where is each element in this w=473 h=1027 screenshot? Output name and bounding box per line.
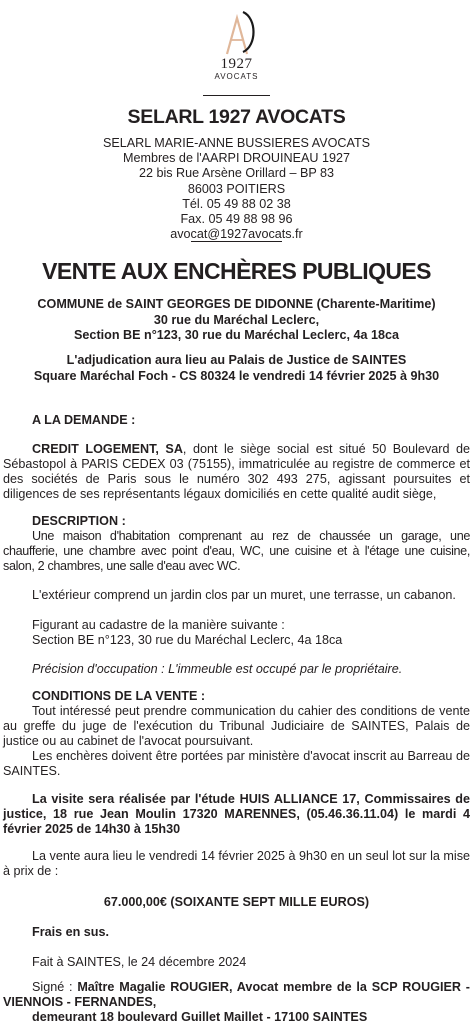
header-divider-bottom <box>191 241 282 242</box>
fees-note: Frais en sus. <box>32 925 109 939</box>
firm-fax: Fax. 05 49 88 98 96 <box>180 212 293 227</box>
exterior-text: L'extérieur comprend un jardin clos par un muret, une terrasse, un cabanon. <box>32 588 456 602</box>
logo-mark-icon <box>217 8 257 56</box>
header-divider-top <box>203 95 270 96</box>
demande-heading: A LA DEMANDE : <box>32 413 136 427</box>
property-location <box>0 297 473 344</box>
visit-text: La visite sera réalisée par l'étude HUIS ALLIANCE 17, Commissaires de justice, 18 rue Jean Moulin 17320 MARENNES, (05.46.36.11.04) le mardi 4 février 2025 de 14h30 à 15h30 <box>3 792 470 836</box>
firm-street: 22 bis Rue Arsène Orillard – BP 83 <box>138 166 335 181</box>
creditor-name: CREDIT LOGEMENT, SA <box>32 442 183 456</box>
cadastre-reference: Section BE n°123, 30 rue du Maréchal Leclerc, 4a 18ca <box>32 633 343 647</box>
adjudication-info <box>0 353 473 384</box>
sale-info <box>3 849 470 879</box>
reserve-price: 67.000,00€ (SOIXANTE SEPT MILLE EUROS) <box>103 895 370 909</box>
signed-label: Signé : <box>32 980 78 994</box>
conditions-cahier: Tout intéressé peut prendre communication du cahier des conditions de vente au greffe du juge de l'exécution du Tribunal Judiciaire de SAINTES, Palais de justice ou au cabinet de l'avocat poursuivant. <box>3 704 470 748</box>
cadastre-intro: Figurant au cadastre de la manière suivante : <box>32 618 285 632</box>
place-date: Fait à SAINTES, le 24 décembre 2024 <box>32 955 247 969</box>
creditor-details: , dont le siège social est situé 50 Boulevard de Sébastopol à PARIS CEDEX 03 (75155), immatriculée au registre de commerce et des sociétés de Paris sous le numéro 302 493 275, agissant poursuites et diligences de ses représentants légaux domiciliés en cette qualité audit siège, <box>3 442 471 501</box>
description-body: Une maison d'habitation comprenant au rez de chaussée un garage, une chaufferie, une chambre avec point d'eau, WC, une cuisine et à l'étage une cuisine, salon, 2 chambres, une salle d'eau avec WC. <box>3 529 470 573</box>
conditions-heading: CONDITIONS DE LA VENTE : <box>32 689 206 703</box>
property-commune: COMMUNE de SAINT GEORGES DE DIDONNE (Charente-Maritime) <box>37 297 436 311</box>
firm-address <box>0 136 473 242</box>
sale-text: La vente aura lieu le vendredi 14 février 2025 à 9h30 en un seul lot sur la mise à prix de : <box>3 849 470 878</box>
property-street: 30 rue du Maréchal Leclerc, <box>153 312 320 327</box>
firm-logo <box>0 8 473 81</box>
firm-city: 86003 POITIERS <box>187 181 286 196</box>
occupation-note: Précision d'occupation : L'immeuble est occupé par le propriétaire. <box>32 662 403 676</box>
logo-name: AVOCATS <box>214 72 259 81</box>
sale-title: VENTE AUX ENCHÈRES PUBLIQUES <box>42 258 431 284</box>
demande-text <box>3 442 470 502</box>
firm-name: SELARL 1927 AVOCATS <box>127 106 346 128</box>
firm-email: avocat@1927avocats.fr <box>170 227 303 242</box>
conditions-text-2 <box>3 749 470 779</box>
firm-subtitle: SELARL MARIE-ANNE BUSSIERES AVOCATS <box>102 136 371 150</box>
signer-name: Maître Magalie ROUGIER, Avocat membre de la SCP ROUGIER - VIENNOIS - FERNANDES, <box>3 980 470 1009</box>
property-cadastre: Section BE n°123, 30 rue du Maréchal Leclerc, 4a 18ca <box>74 328 399 343</box>
conditions-barreau: Les enchères doivent être portées par ministère d'avocat inscrit au Barreau de SAINTES. <box>3 749 470 778</box>
adjudication-date: Square Maréchal Foch - CS 80324 le vendredi 14 février 2025 à 9h30 <box>33 368 440 383</box>
conditions-text-1 <box>3 704 470 749</box>
description-heading: DESCRIPTION : <box>32 514 126 528</box>
logo-year: 1927 <box>220 56 253 72</box>
firm-membership: Membres de l'AARPI DROUINEAU 1927 <box>122 151 351 166</box>
description-text <box>3 529 470 574</box>
signer-address: demeurant 18 boulevard Guillet Maillet - 17100 SAINTES <box>32 1010 368 1024</box>
visit-info <box>3 792 470 837</box>
adjudication-place: L'adjudication aura lieu au Palais de Justice de SAINTES <box>66 353 407 367</box>
signature-block <box>3 980 470 1010</box>
firm-phone: Tél. 05 49 88 02 38 <box>182 196 291 211</box>
